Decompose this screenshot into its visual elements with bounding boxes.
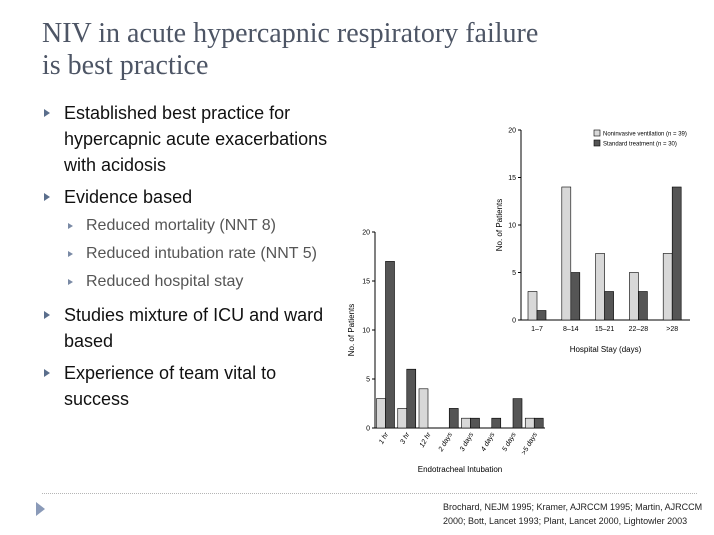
legend-swatch <box>594 140 600 146</box>
y-axis-label: No. of Patients <box>347 303 356 357</box>
y-tick-label: 5 <box>512 270 516 277</box>
legend-label: Noninvasive ventilation (n = 39) <box>603 131 687 138</box>
bar <box>663 254 672 321</box>
y-tick-label: 10 <box>508 222 516 230</box>
sub-bullet-arrow-icon <box>68 251 73 257</box>
bar <box>638 292 647 321</box>
y-tick-label: 0 <box>366 425 370 433</box>
hospital-stay-bar-chart <box>490 122 700 360</box>
sub-bullet-item <box>64 268 342 296</box>
bullet-item <box>42 184 342 296</box>
bar <box>537 311 546 321</box>
sub-bullet-text: Reduced intubation rate (NNT 5) <box>86 245 317 262</box>
bar <box>471 418 480 428</box>
bullet-arrow-icon <box>44 109 50 117</box>
bullet-arrow-icon <box>44 369 50 377</box>
bar <box>528 292 537 321</box>
bullet-item <box>42 100 342 178</box>
bar <box>525 418 534 428</box>
x-tick-label: 2 days <box>437 431 454 453</box>
x-tick-label: >5 days <box>520 431 539 457</box>
sub-bullet-text: Reduced hospital stay <box>86 273 244 290</box>
bar <box>492 418 501 428</box>
y-tick-label: 20 <box>362 229 370 237</box>
x-axis-label: Endotracheal Intubation <box>417 465 503 474</box>
title-line-2: is best practice <box>42 50 209 81</box>
sub-bullet-arrow-icon <box>68 223 73 229</box>
reference-line-1: Brochard, NEJM 1995; Kramer, AJRCCM 1995; Martin, AJRCCM <box>443 502 703 512</box>
x-tick-label: 12 hr <box>418 431 433 449</box>
bar <box>449 408 458 428</box>
bar <box>398 408 407 428</box>
sub-bullet-list <box>64 212 342 296</box>
x-axis-label: Hospital Stay (days) <box>569 345 642 354</box>
x-tick-label: 22–28 <box>628 326 649 333</box>
bar <box>605 292 614 321</box>
bar <box>407 369 416 428</box>
legend-label: Standard treatment (n = 30) <box>603 141 677 148</box>
y-tick-label: 10 <box>362 327 370 335</box>
x-tick-label: 5 days <box>501 431 518 453</box>
y-tick-label: 20 <box>508 127 516 135</box>
bar <box>596 254 605 321</box>
sub-bullet-item <box>64 212 342 240</box>
sub-bullet-item <box>64 240 342 268</box>
x-tick-label: 3 days <box>458 431 476 453</box>
bullet-list <box>42 100 342 418</box>
x-tick-label: 15–21 <box>594 326 615 333</box>
x-tick-label: 1 hr <box>378 431 391 446</box>
y-tick-label: 15 <box>508 175 516 182</box>
bar <box>672 187 681 320</box>
y-tick-label: 5 <box>366 376 370 384</box>
bullet-text: Experience of team vital to success <box>64 363 277 409</box>
x-tick-label: >28 <box>666 326 679 333</box>
reference-line-2: 2000; Bott, Lancet 1993; Plant, Lancet 2000, Lightowler 2003 <box>443 516 688 526</box>
x-tick-label: 1–7 <box>531 326 543 333</box>
bar <box>534 418 543 428</box>
title-line-1: NIV in acute hypercapnic respiratory failure <box>42 18 539 49</box>
bar <box>386 261 395 428</box>
bar <box>571 273 580 321</box>
slide-title <box>42 18 692 82</box>
reference-citation <box>443 500 708 528</box>
y-axis-label: No. of Patients <box>495 198 504 252</box>
bar <box>513 399 522 428</box>
bullet-text: Studies mixture of ICU and ward based <box>64 305 324 351</box>
bullet-text: Evidence based <box>64 187 193 207</box>
sub-bullet-arrow-icon <box>68 279 73 285</box>
bar <box>419 389 428 428</box>
bar <box>377 399 386 428</box>
footer-divider <box>42 493 697 494</box>
bullet-item <box>42 360 342 412</box>
nav-arrow-icon <box>36 502 45 516</box>
bullet-arrow-icon <box>44 311 50 319</box>
bullet-item <box>42 302 342 354</box>
bar <box>629 273 638 321</box>
bullet-arrow-icon <box>44 193 50 201</box>
bar <box>562 187 571 320</box>
y-tick-label: 15 <box>362 278 370 286</box>
sub-bullet-text: Reduced mortality (NNT 8) <box>86 217 276 234</box>
x-tick-label: 4 days <box>480 431 497 453</box>
bullet-text: Established best practice for hypercapnic acute exacerbations with acidosis <box>64 103 328 175</box>
bar <box>462 418 471 428</box>
x-tick-label: 8–14 <box>563 326 579 333</box>
legend-swatch <box>594 130 600 136</box>
x-tick-label: 3 hr <box>399 431 412 446</box>
y-tick-label: 0 <box>512 317 516 325</box>
